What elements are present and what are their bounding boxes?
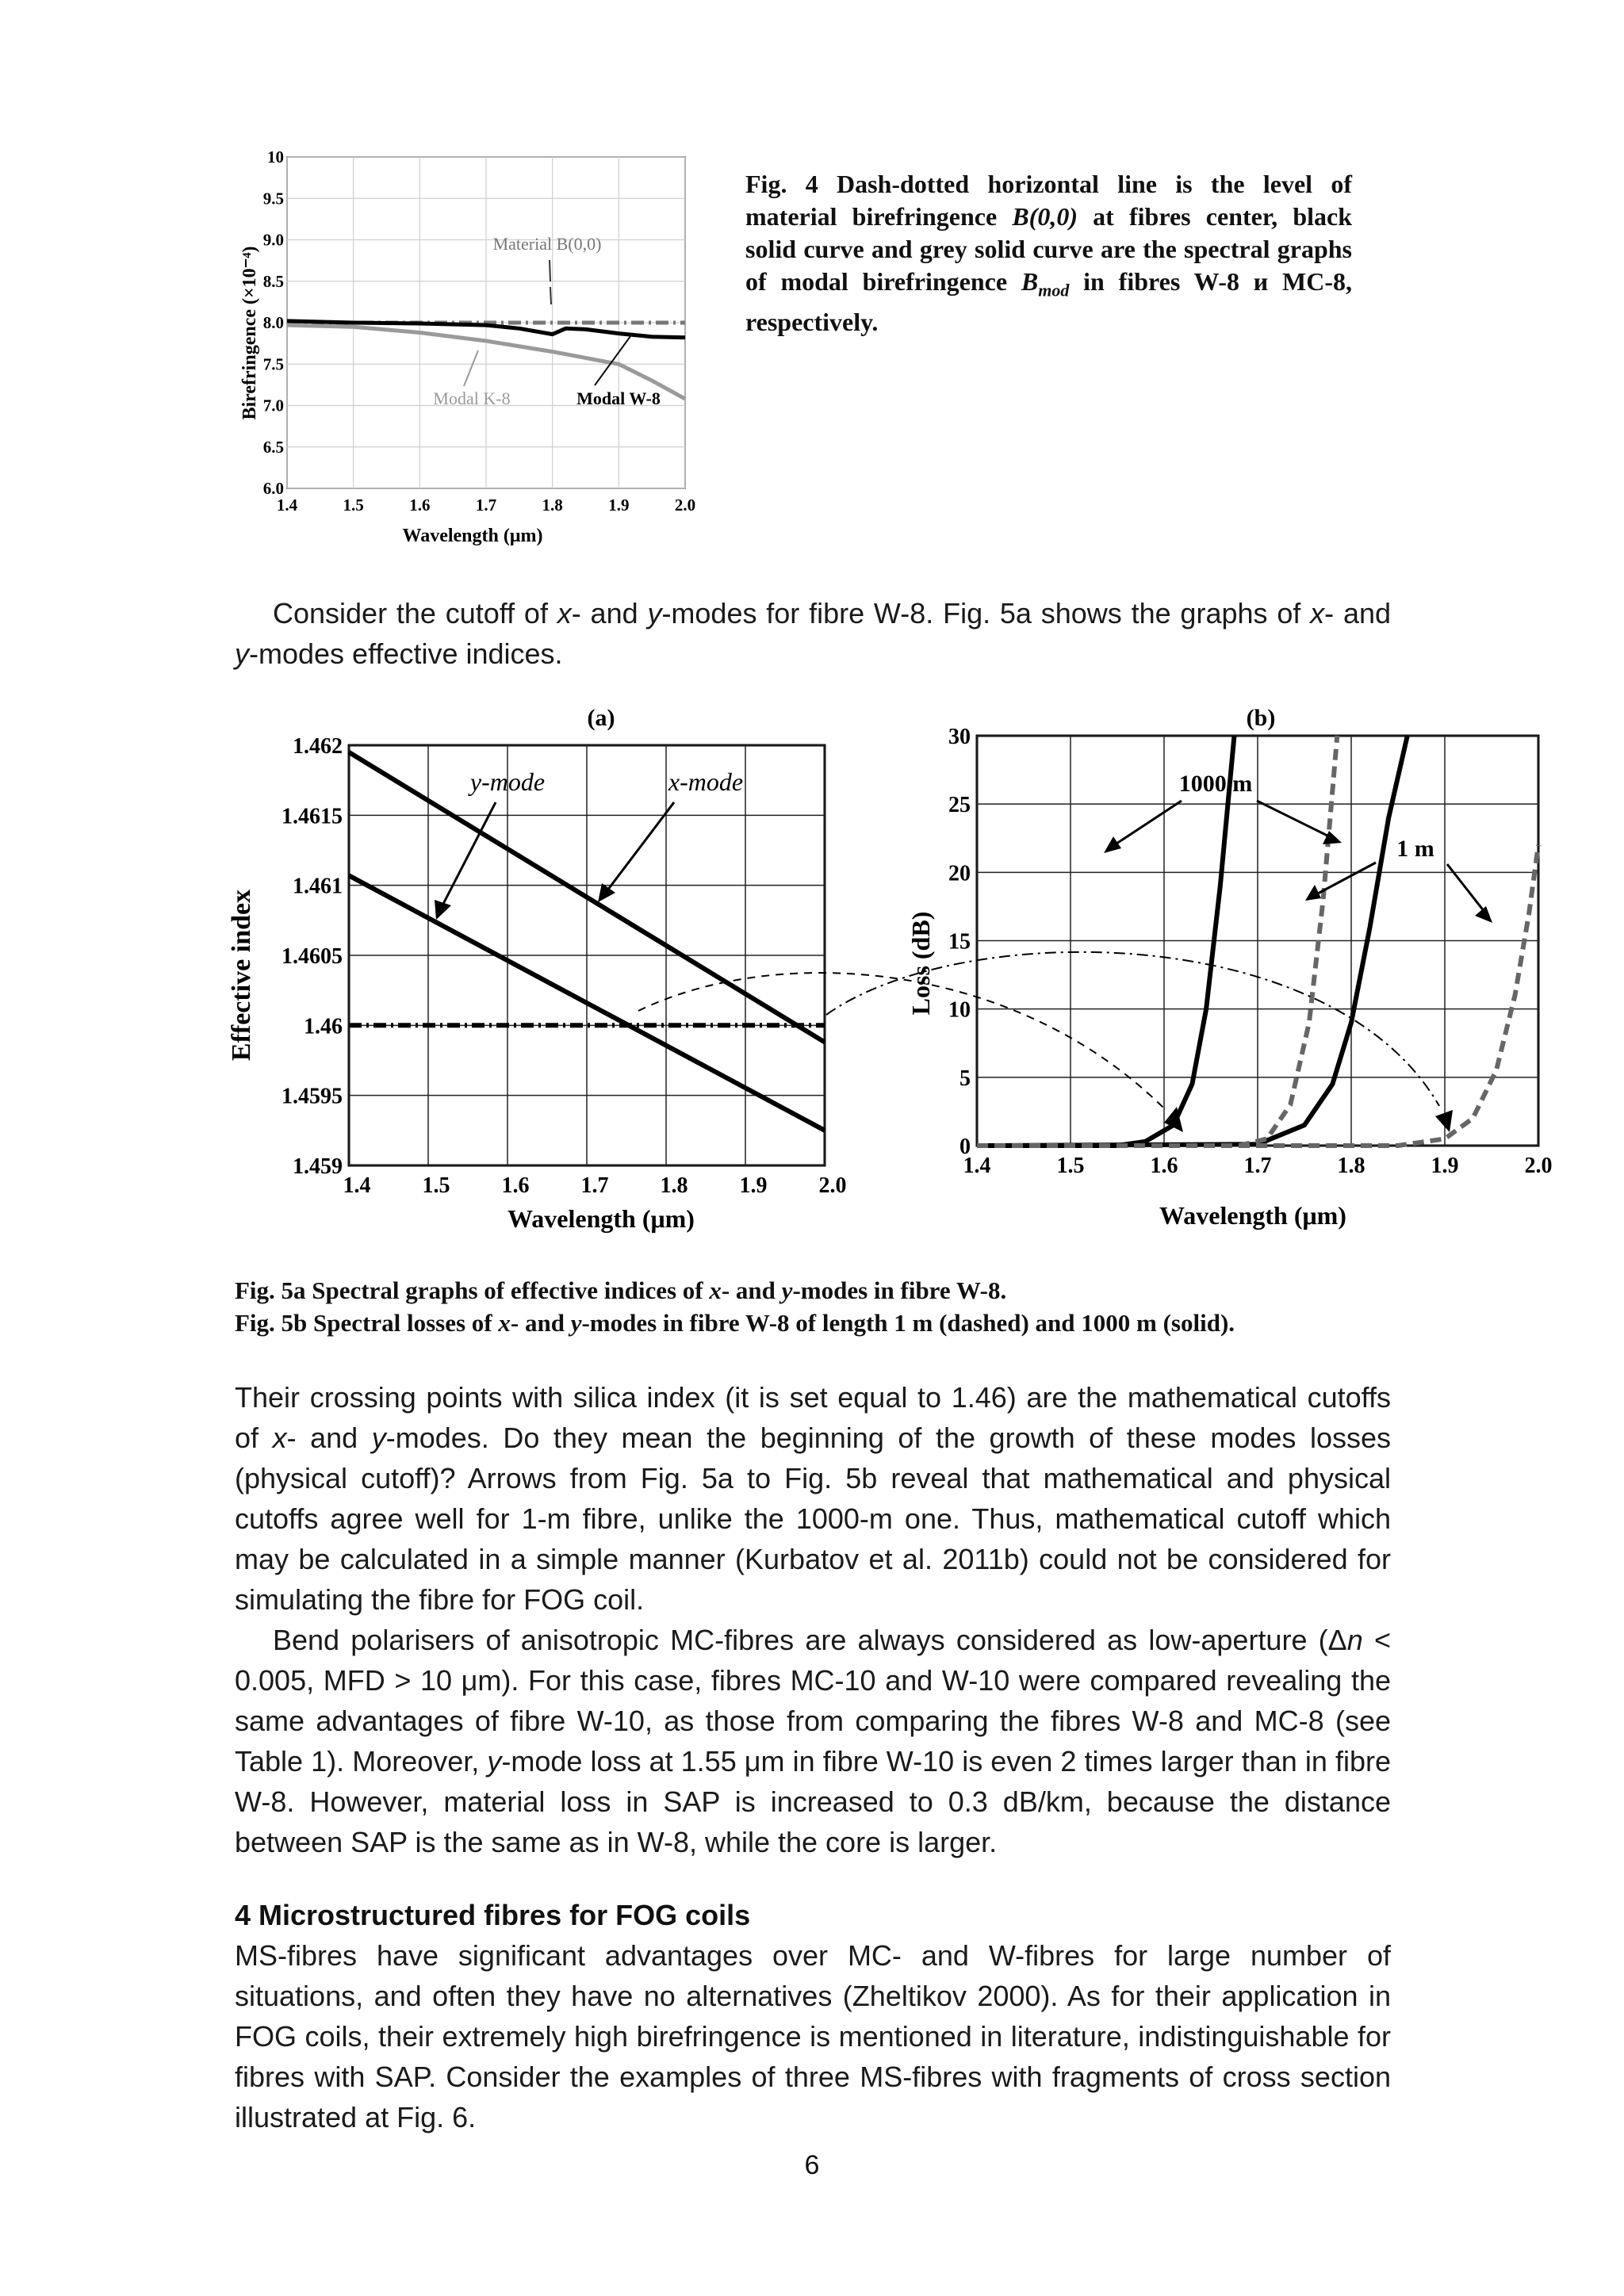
fig5a-tick-x: 1.5 [422,1173,450,1198]
fig4-ticks [263,147,695,515]
para1-em: x [1310,597,1325,629]
fig4-tick-x: 1.7 [475,496,497,515]
para1-text: -modes effective indices. [249,637,563,670]
fig5b-arrow-1000m-x [1257,801,1329,836]
page-number: 6 [804,2150,820,2180]
fig5b-tick-y: 15 [948,929,971,955]
section-paragraph: MS-fibres have significant advantages over MC- and W-fibres for large number of situations, and often they have no alternatives (Zheltikov 2000). As for their application in FOG coils, their extremely high birefringence is mentioned in literature, indistinguishable for fibres with SAP. Consider the examples of three MS-fibres with fragments of cross section illustrated at Fig. 6. [235,1939,1391,2133]
fig5a-annot-ymode: y-mode [469,767,546,796]
fig5a-annot-xmode: x-mode [668,767,744,796]
fig5b-caption-em: y [570,1309,582,1337]
para1-em: x [557,597,572,629]
fig4-tick-y: 9.0 [262,230,284,250]
para1-text: - and [1324,597,1392,629]
fig5b-caption-text: -modes in fibre W-8 of length 1 m (dashed) and 1000 m (solid). [581,1309,1235,1337]
section-heading: 4 Microstructured fibres for FOG coils [235,1899,751,1931]
fig4-caption-math-b00: B(0,0) [1012,202,1078,231]
fig5a-tick-y: 1.462 [293,734,343,759]
fig4-tick-y: 6.5 [262,437,284,457]
para1-text: - and [571,597,648,629]
fig5-link-ymode [638,973,1166,1110]
fig5-chart [222,698,1553,1253]
fig4-tick-y: 8.0 [262,313,284,332]
fig5b-tick-x: 1.4 [963,1154,991,1178]
fig4-annot-w8: Modal W-8 [576,388,661,408]
para2-text: -modes. Do they mean the beginning of the growth of these modes losses (physical cutoff)? Arrows from Fig. 5a to Fig. 5b reveal that mathematical and physical cutoffs agree well for 1-m fibre, unlike the 1000-m one. Thus, mathematical cutoff which may be calculated in a simple manner (Kurbatov et al. 2011b) could not be considered for simulating the fibre for FOG coil. [235,1422,1391,1616]
para3-text: -mode loss at 1.55 μm in fibre W-10 is even 2 times larger than in fibre W-8. However, material loss in SAP is increased to 0.3 dB/km, because the distance between SAP is the same as in W-8, while the core is larger. [235,1745,1391,1858]
fig5b-title: (b) [1246,705,1276,731]
fig5a-caption-em: y [781,1276,793,1304]
fig4-tick-y: 9.5 [262,189,284,209]
fig5b-arrowhead-1000m-y [1104,836,1121,853]
fig5b-caption-em: x [498,1309,511,1337]
fig5a-caption-text: - and [721,1276,782,1304]
para3-text: Bend polarisers of anisotropic MC-fibres are always considered as low-aperture (Δ [273,1624,1347,1656]
fig4-caption [745,168,1352,339]
fig5a-tick-x: 1.7 [580,1173,609,1198]
fig5b-arrow-1000m-y [1114,801,1182,845]
fig5b-arrowhead-1000m-x [1323,831,1342,844]
fig5a-arrowhead-xmode [598,883,615,902]
para1-em: y [235,637,249,670]
para2-text: Their crossing points with silica index (it is set equal to 1.46) are the mathematical cutoffs of [235,1381,1391,1454]
paragraph-2 [235,1377,1391,1620]
fig5a-tick-x: 1.9 [739,1173,768,1198]
para3-text: < 0.005, MFD > 10 μm). For this case, fibres MC-10 and W-10 were compared revealing the same advantages of fibre W-10, as those from comparing the fibres W-8 and MC-8 (see Table 1). Moreover, [235,1624,1391,1777]
fig5b-tick-x: 1.9 [1431,1154,1459,1178]
fig4-annot-k8-arrow [464,350,478,386]
fig5a-tick-x: 1.6 [501,1173,530,1198]
fig5a-ticks [282,734,847,1198]
fig4-caption-math-b: B [1021,267,1039,296]
fig4-tick-y: 6.0 [262,479,284,498]
fig4-xlabel: Wavelength (μm) [402,526,543,546]
fig5-link-xmode-head [1435,1110,1453,1132]
fig4-caption-text-2: at fibres center, black solid curve and grey solid curve are the spectral graphs of modal birefringence [745,202,1352,296]
fig4-annot-material: Material B(0,0) [492,234,602,254]
fig5a-tick-y: 1.461 [293,874,343,899]
fig5a-caption-em: x [709,1276,722,1304]
para2-em: y [371,1422,386,1454]
fig4-caption-text-1: Fig. 4 Dash-dotted horizontal line is the level of material birefringence [745,170,1352,231]
para3-em: y [487,1745,502,1777]
fig4-annot-material-arrow-2 [550,287,551,304]
fig4-tick-x: 1.8 [542,496,563,515]
para3-em: n [1346,1624,1363,1656]
fig5a-arrowhead-ymode [435,900,451,920]
fig5a-tick-y: 1.4605 [282,944,343,969]
fig5b-annot-1m: 1 m [1396,836,1434,862]
fig4-tick-y: 7.5 [262,354,284,374]
fig5a-tick-y: 1.4595 [282,1084,343,1109]
fig5b-grid [977,736,1538,1146]
fig4-tick-x: 1.5 [343,496,364,515]
fig5a-tick-x: 1.4 [343,1173,371,1198]
fig5a-caption-text: Fig. 5a Spectral graphs of effective indices of [235,1276,710,1304]
fig4-tick-x: 2.0 [674,496,696,515]
fig5b-tick-y: 10 [948,997,971,1023]
fig5a-tick-y: 1.46 [304,1014,343,1039]
fig5b-annot-1000m: 1000 m [1178,771,1253,797]
fig4-tick-x: 1.6 [409,496,431,515]
fig5a-tick-x: 2.0 [818,1173,847,1198]
para1-em: y [647,597,662,629]
paragraph-3 [235,1620,1391,1862]
fig5b-tick-x: 1.6 [1150,1154,1178,1178]
fig5b-ylabel: Loss (dB) [906,911,935,1016]
fig4-tick-y: 8.5 [262,271,284,291]
fig5b-caption [235,1307,1392,1339]
fig5a-grid [349,745,825,1165]
para2-em: x [272,1422,287,1454]
fig5b-xlabel: Wavelength (μm) [1159,1201,1346,1230]
fig5b-tick-y: 5 [959,1066,971,1091]
para1-text: Consider the cutoff of [273,597,557,629]
fig5a-ylabel: Effective index [227,889,256,1062]
para2-text: - and [286,1422,372,1454]
fig4-ylabel: Birefringence (×10⁻⁴) [239,246,260,420]
fig5b-tick-y: 30 [948,725,971,749]
fig5a-tick-y: 1.4615 [282,804,343,829]
fig5a-tick-x: 1.8 [660,1173,688,1198]
fig5b-tick-x: 1.5 [1056,1154,1085,1178]
fig4-tick-x: 1.4 [276,496,298,515]
para1-text: -modes for fibre W-8. Fig. 5a shows the graphs of [661,597,1311,629]
fig5b-caption-text: Fig. 5b Spectral losses of [235,1309,499,1337]
paragraph-1 [235,593,1391,674]
fig5b-tick-y: 0 [959,1135,971,1159]
fig4-tick-y: 7.0 [262,396,284,415]
fig5a-tick-y: 1.459 [293,1154,343,1179]
fig5b-caption-text: - and [510,1309,571,1337]
fig5b-tick-x: 2.0 [1524,1154,1553,1178]
fig5a-arrow-ymode [442,802,496,905]
fig5b-arrow-1m-x [1447,864,1484,912]
fig4-caption-text-3: in fibres W-8 и MC-8, respectively. [745,267,1353,337]
fig5b-arrowhead-1m-x [1475,906,1492,923]
fig4-tick-x: 1.9 [608,496,630,515]
fig5b-tick-y: 20 [948,861,971,886]
fig5b-tick-x: 1.7 [1243,1154,1272,1178]
fig4-tick-y: 10 [267,147,284,166]
fig5b-tick-y: 25 [948,793,971,818]
fig5a-caption [235,1274,1392,1307]
fig4-annot-k8: Modal K-8 [433,388,511,408]
fig4-chart [222,143,714,555]
fig5a-caption-text: -modes in fibre W-8. [792,1276,1007,1304]
fig5a-xlabel: Wavelength (μm) [508,1204,695,1233]
fig5b-tick-x: 1.8 [1337,1154,1365,1178]
fig5a-title: (a) [587,705,615,731]
fig4-caption-math-mod: mod [1038,280,1070,300]
